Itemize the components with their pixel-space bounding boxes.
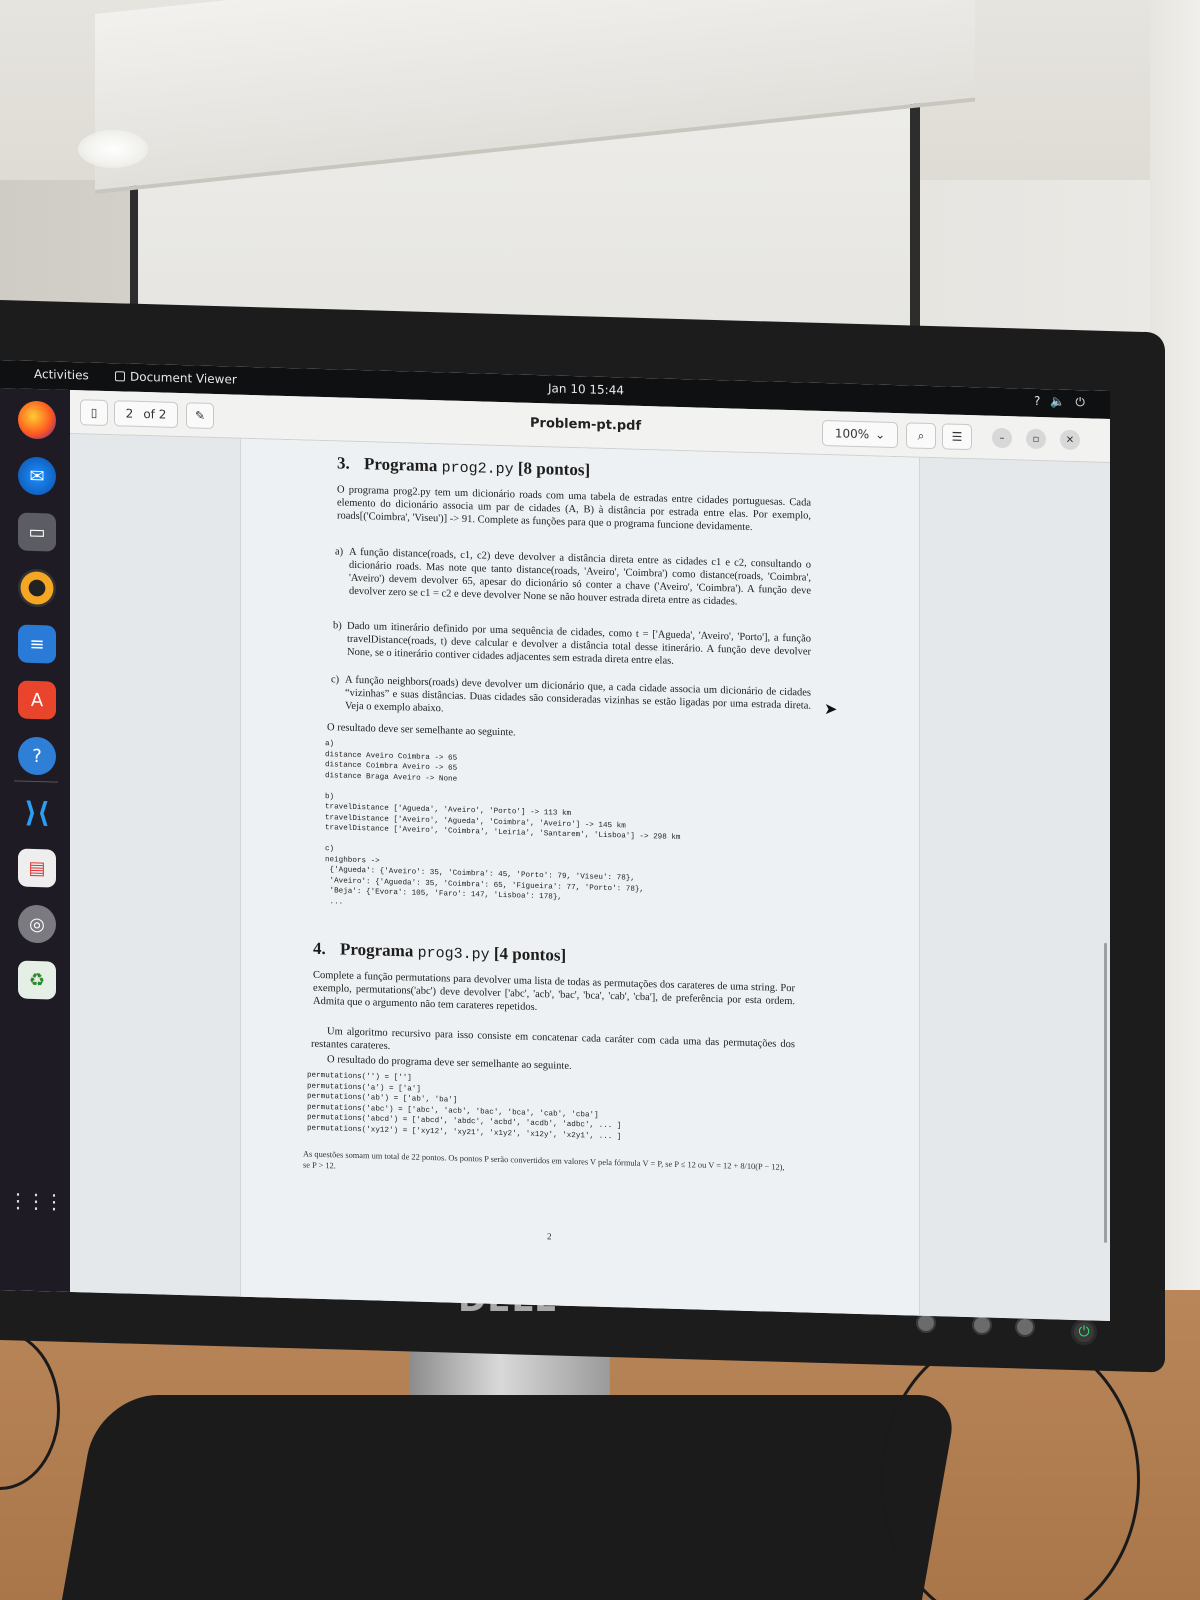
vertical-scrollbar[interactable] — [1104, 943, 1107, 1243]
item-b — [333, 620, 811, 672]
ubuntu-dock — [0, 388, 70, 1292]
maximize-button[interactable]: ▫ — [1026, 429, 1046, 450]
document-canvas[interactable] — [70, 434, 1110, 1321]
show-apps-icon[interactable]: ⋮⋮⋮ — [8, 1188, 62, 1214]
main-menu-button[interactable] — [942, 423, 972, 450]
section-3-intro: O programa prog2.py tem um dicionário roads com uma tabela de estradas entre cidades portuguesas. Cada elemento do dicionário associa um par de cidades (A, B) à distância por estrada entre elas. Por exemplo, roads[('Coimbra', 'Viseu')] -> 91. Complete as funções para que o programa funcione devidamente. — [337, 484, 811, 534]
section-3-title — [337, 453, 590, 480]
thunderbird-icon[interactable]: ✉ — [18, 457, 56, 496]
dock-separator — [14, 780, 58, 782]
page-selector[interactable] — [114, 400, 178, 428]
section-title-code: prog3.py — [417, 944, 490, 964]
page-total-label: of 2 — [143, 407, 167, 422]
item-text: A função distance(roads, c1, c2) deve devolver a distância direta entre as cidades c1 e c2, consultando o dicionário roads. Mas note que tanto distance(roads, 'Aveiro', 'Coimbra') como distance(roads, 'Coimbra', 'Aveiro') devem devolver 65, apesar do dicionário só conter a chave ('Aveiro', 'Coimbra'). A função deve devolver zero se c1 = c2 e deve devolver None se não houver estrada direta entre as cidades. — [349, 546, 811, 608]
annotate-button[interactable] — [186, 402, 214, 429]
section-4-title — [313, 939, 566, 966]
search-icon: ⌕ — [917, 428, 925, 443]
vscode-icon[interactable]: ⟩⟨ — [24, 795, 50, 829]
zoom-selector[interactable] — [822, 420, 898, 448]
item-label: b) — [333, 620, 342, 632]
monitor-button[interactable] — [1015, 1317, 1035, 1337]
section-4-result-text: O resultado do programa deve ser semelhante ao seguinte. — [327, 1054, 572, 1072]
section-title-text: Programa — [364, 454, 442, 476]
power-icon: ⏻ — [1078, 1324, 1090, 1340]
page-current-input[interactable]: 2 — [125, 406, 134, 421]
search-button[interactable] — [906, 422, 936, 449]
item-text: A função neighbors(roads) deve devolver um dicionário que, a cada cidade associa um dicionário de cidades “vizinhas” e suas distâncias. Duas cidades são consideradas vizinhas se estão ligadas por uma estrada direta. Veja o exemplo abaixo. — [345, 674, 811, 715]
document-title: Problem-pt.pdf — [530, 415, 642, 434]
pdf-page — [240, 439, 920, 1316]
system-tray[interactable] — [1034, 394, 1085, 410]
help-icon[interactable]: ? — [18, 737, 56, 776]
pencil-icon: ✎ — [194, 408, 206, 423]
desktop-screen — [0, 360, 1110, 1321]
section-number: 4. — [313, 938, 326, 959]
section-title-code: prog2.py — [441, 459, 514, 479]
grading-footnote: As questões somam um total de 22 pontos. Os pontos P serão convertidos em valores V pela fórmula V = P, se P ≤ 12 ou V = 12 + 8/10(P − 12), se P > 12. — [303, 1149, 785, 1172]
help-icon[interactable]: ? — [1034, 393, 1041, 409]
files-icon[interactable]: ▭ — [18, 513, 56, 552]
document-viewer-icon[interactable]: ▤ — [18, 849, 56, 888]
monitor-power-button[interactable] — [1071, 1319, 1097, 1345]
section-number: 3. — [337, 453, 350, 473]
section-4-code-output: permutations('') = [''] permutations('a') = ['a'] permutations('ab') = ['ab', 'ba'] permutations('abc') = ['abc', 'acb', 'bac', 'bca', 'cab', 'cba'] permutations('abcd') = ['abcd', 'abdc', 'acbd', 'acdb', 'adbc', ... ] permutations('xy12') = ['xy12', 'xy21', 'x1y2', 'x12y', 'x2y1', ... ] — [307, 1071, 622, 1141]
app-name-label: Document Viewer — [130, 369, 237, 387]
app-center-icon[interactable]: A — [18, 681, 56, 720]
clock[interactable]: Jan 10 15:44 — [548, 381, 624, 398]
item-label: a) — [335, 546, 344, 558]
section-title-points: [4 pontos] — [489, 943, 567, 965]
section-3-result-text: O resultado deve ser semelhante ao seguinte. — [327, 722, 516, 739]
firefox-icon[interactable] — [18, 401, 56, 440]
section-3-code-output: a) distance Aveiro Coimbra -> 65 distance Coimbra Aveiro -> 65 distance Braga Aveiro -> None b) travelDistance ['Agueda', 'Aveiro', 'Porto'] -> 113 km travelDistance ['Aveiro', 'Agueda', 'Coimbra', 'Aveiro'] -> 145 km travelDistance ['Aveiro', 'Coimbra', 'Leiria', 'Santarem', 'Lisboa'] -> 298 km c) neighbors -> {'Agueda': {'Aveiro': 35, 'Coimbra': 45, 'Porto': 79, 'Viseu': 78}, 'Aveiro': {'Agueda': 35, 'Coimbra': 65, 'Figueira': 77, 'Porto': 78}, 'Beja': {'Evora': 105, 'Faro': 147, 'Lisboa': 178}, ... — [325, 740, 681, 907]
activities-button[interactable]: Activities — [34, 366, 89, 383]
zoom-value: 100% — [834, 426, 870, 442]
hamburger-menu-icon: ☰ — [951, 429, 963, 444]
trash-icon[interactable]: ♻ — [18, 961, 56, 1000]
chevron-down-icon: ⌄ — [875, 427, 886, 442]
page-number: 2 — [547, 1231, 552, 1242]
section-title-text: Programa — [340, 939, 418, 961]
item-text: Dado um itinerário definido por uma sequência de cidades, como t = ['Agueda', 'Aveiro', 'Porto'], a função travelDistance(roads, t) deve calcular e devolver a distância total desse itinerário. A função deve devolver None, se o itinerário contiver cidades adjacentes sem estrada direta entre elas. — [347, 620, 811, 667]
section-title-points: [8 pontos] — [513, 458, 591, 480]
monitor-base — [62, 1395, 958, 1600]
writer-icon[interactable]: ≡ — [18, 625, 56, 664]
close-button[interactable]: ✕ — [1060, 430, 1080, 451]
section-4-intro: Complete a função permutations para devolver uma lista de todas as permutações dos carateres de uma string. Por exemplo, permutations('abc') deve devolver ['abc', 'acb', 'bac', 'bca', 'cab', 'cba'], de preferência por esta ordem. Admita que o argumento não tem carateres repetidos. — [313, 969, 795, 1014]
section-4-algorithm: Um algoritmo recursivo para isso consiste em concatenar cada caráter com cada uma das permutações dos restantes carateres. — [311, 1026, 795, 1052]
disc-icon[interactable]: ◎ — [18, 905, 56, 944]
sidebar-toggle-button[interactable] — [80, 399, 108, 426]
ceiling-lamp — [78, 130, 148, 168]
item-label: c) — [331, 674, 340, 686]
volume-icon[interactable]: 🔈 — [1050, 394, 1066, 409]
item-c — [331, 674, 811, 726]
item-a — [335, 546, 811, 611]
power-menu-icon[interactable]: ⏻ — [1075, 395, 1085, 410]
minimize-button[interactable]: – — [992, 428, 1012, 449]
sidebar-icon: ▯ — [90, 405, 98, 420]
document-viewer-icon — [115, 371, 125, 381]
mouse-cursor-icon: ➤ — [824, 699, 838, 719]
monitor-button[interactable] — [972, 1315, 992, 1335]
rhythmbox-icon[interactable] — [18, 569, 56, 608]
app-menu[interactable] — [115, 369, 237, 386]
